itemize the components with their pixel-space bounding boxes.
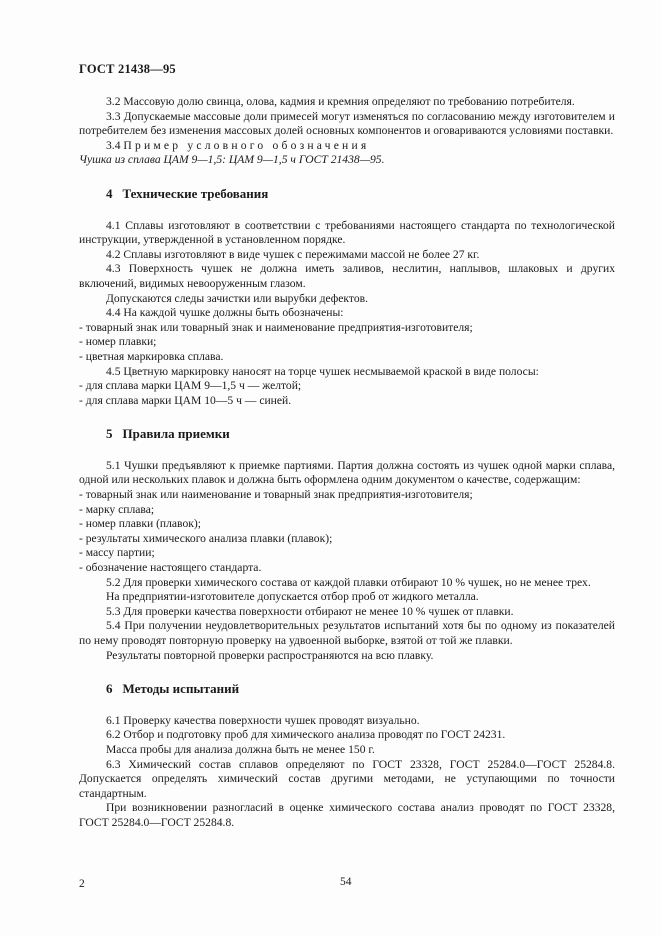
- list-item: - цветная маркировка сплава.: [79, 349, 224, 363]
- list-item: - обозначение настоящего стандарта.: [79, 561, 262, 575]
- section-title: Технические требования: [122, 185, 269, 201]
- list-item: - номер плавки (плавок);: [79, 517, 201, 531]
- paragraph-3-4-number: 3.4: [106, 138, 121, 152]
- paragraph-5-2: 5.2 Для проверки химического состава от каждой плавки отбирают 10 % чушек, но не менее трех.: [106, 575, 591, 589]
- section-heading-5: [106, 427, 615, 442]
- list-item: - товарный знак или наименование и товарный знак предприятия-изготовителя;: [79, 488, 473, 502]
- list-item: - массу партии;: [79, 546, 155, 560]
- paragraph-6-3: 6.3 Химический состав сплавов определяют по ГОСТ 23328, ГОСТ 25284.0—ГОСТ 25284.8. Допускается определять химический состав другими методами, не уступающими по точности стандартным.: [79, 757, 615, 800]
- section-number: 5: [106, 426, 113, 442]
- page-number: 2: [79, 878, 85, 890]
- paragraph-6-2: 6.2 Отбор и подготовку проб для химического анализа проводят по ГОСТ 24231.: [106, 728, 506, 742]
- paragraph-5-1: 5.1 Чушки предъявляют к приемке партиями. Партия должна состоять из чушек одной марки сплава, одной или нескольких плавок и должна быть оформлена одним документом о качестве, содержащим:: [79, 458, 615, 487]
- paragraph-5-3: 5.3 Для проверки качества поверхности отбирают не менее 10 % чушек от плавки.: [106, 604, 514, 618]
- paragraph-4-5: 4.5 Цветную маркировку наносят на торце чушек несмываемой краской в виде полосы:: [106, 364, 539, 378]
- list-item: - для сплава марки ЦАМ 10—5 ч — синей.: [79, 393, 292, 407]
- paragraph-3-3: 3.3 Допускаемые массовые доли примесей могут изменяться по согласованию между изготовителем и потребителем без изменения массовых долей основных компонентов и оговариваются условиями поставки.: [79, 109, 615, 138]
- paragraph-6-1: 6.1 Проверку качества поверхности чушек проводят визуально.: [106, 713, 420, 727]
- paragraph-3-2: 3.2 Массовую долю свинца, олова, кадмия и кремния определяют по требованию потребителя.: [106, 95, 575, 108]
- section-number: 4: [106, 185, 113, 201]
- section-heading-6: [106, 682, 615, 697]
- designation-example: Чушка из сплава ЦАМ 9—1,5: ЦАМ 9—1,5 ч ГОСТ 21438—95.: [79, 153, 385, 167]
- paragraph-3-4: [79, 139, 615, 154]
- paragraph-6-2-note: Масса пробы для анализа должна быть не менее 150 г.: [106, 742, 375, 756]
- example-label: Пример условного обозначения: [123, 138, 370, 152]
- section-heading-4: [106, 187, 615, 202]
- document-body: [79, 95, 615, 831]
- sheet-number: 54: [340, 876, 352, 888]
- section-title: Методы испытаний: [122, 681, 240, 697]
- list-item: - товарный знак или товарный знак и наименование предприятия-изготовителя;: [79, 320, 473, 334]
- paragraph-5-4-note: Результаты повторной проверки распространяются на всю плавку.: [106, 648, 434, 662]
- section-title: Правила приемки: [122, 426, 230, 442]
- list-item: - номер плавки;: [79, 335, 157, 349]
- document-header: ГОСТ 21438—95: [79, 62, 176, 76]
- paragraph-6-3-note: При возникновении разногласий в оценке химического состава анализ проводят по ГОСТ 23328, ГОСТ 25284.0—ГОСТ 25284.8.: [79, 801, 615, 829]
- paragraph-4-1: 4.1 Сплавы изготовляют в соответствии с требованиями настоящего стандарта по технологической инструкции, утвержденной в установленном порядке.: [79, 218, 615, 247]
- paragraph-4-4: 4.4 На каждой чушке должны быть обозначены:: [106, 306, 344, 320]
- paragraph-5-4: 5.4 При получении неудовлетворительных результатов испытаний хотя бы по одному из показателей по нему проводят повторную проверку на удвоенной выборке, взятой от той же плавки.: [79, 619, 615, 647]
- section-number: 6: [106, 681, 113, 697]
- paragraph-4-3-note: Допускаются следы зачистки или вырубки дефектов.: [106, 291, 368, 305]
- list-item: - для сплава марки ЦАМ 9—1,5 ч — желтой;: [79, 379, 302, 393]
- paragraph-5-2-note: На предприятии-изготовителе допускается отбор проб от жидкого металла.: [106, 590, 479, 604]
- paragraph-4-3: 4.3 Поверхность чушек не должна иметь заливов, неслитин, наплывов, шлаковых и других включений, видимых невооруженным глазом.: [79, 262, 615, 290]
- list-item: - результаты химического анализа плавки (плавок);: [79, 531, 333, 545]
- paragraph-4-2: 4.2 Сплавы изготовляют в виде чушек с пережимами массой не более 27 кг.: [106, 247, 480, 261]
- list-item: - марку сплава;: [79, 502, 155, 516]
